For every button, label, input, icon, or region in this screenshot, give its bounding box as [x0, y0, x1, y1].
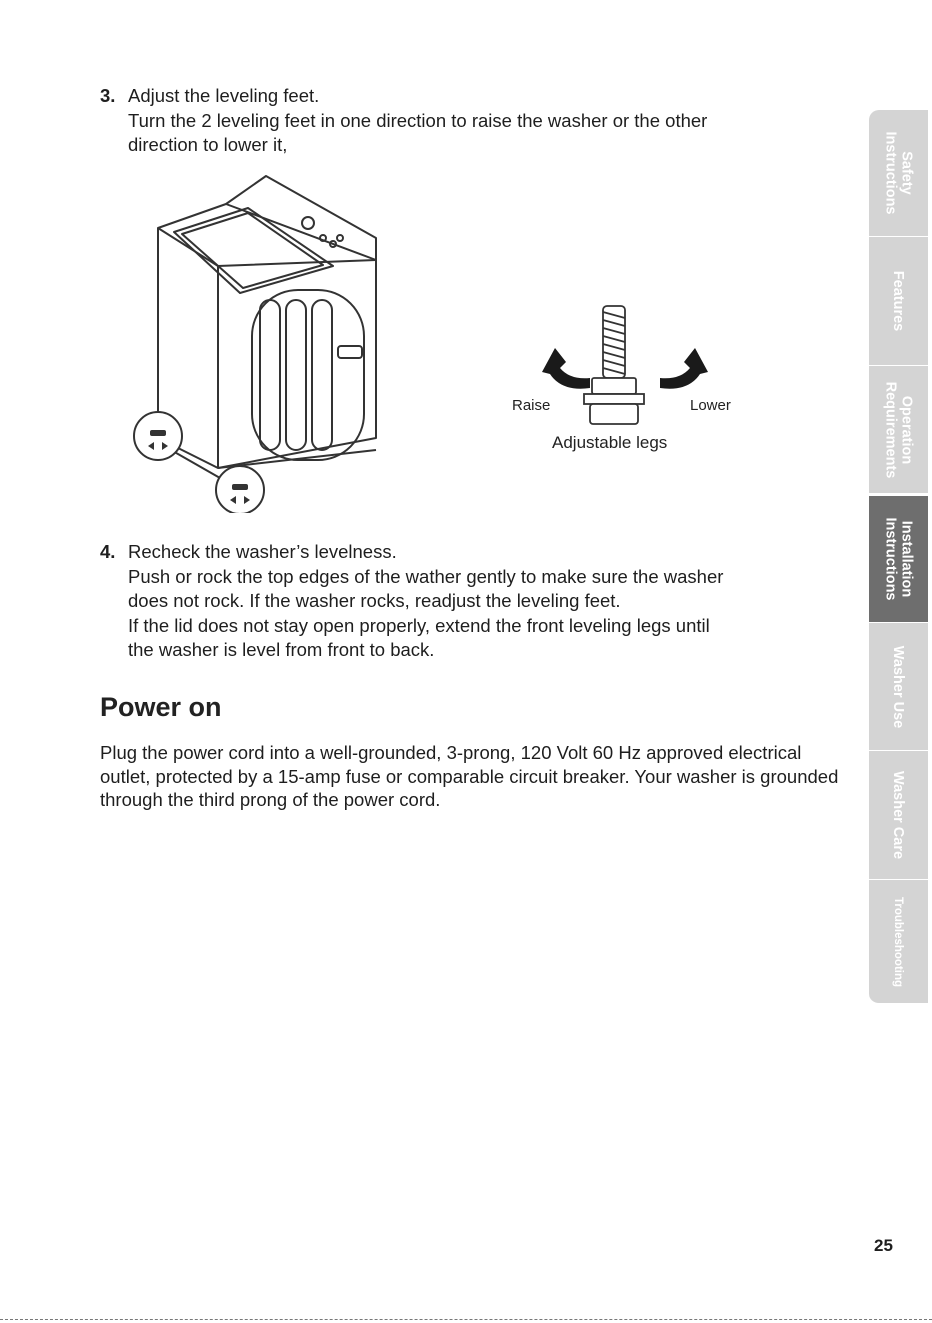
tab-label: Operation Requirements	[882, 381, 915, 478]
tab-features[interactable]	[869, 237, 928, 366]
lower-label: Lower	[690, 397, 731, 414]
section-heading: Power on	[100, 692, 222, 722]
page-number: 25	[874, 1236, 893, 1255]
tab-installation-instructions[interactable]	[869, 496, 928, 623]
tab-safety-instructions[interactable]	[869, 110, 928, 237]
section-paragraph: Plug the power cord into a well-grounded, 3-prong, 120 Volt 60 Hz approved electrical outlet, protected by a 15-amp fuse or comparable circuit breaker. Your washer is grounded through the third prong of the power cord.	[100, 742, 839, 810]
tab-washer-use[interactable]	[869, 623, 928, 751]
tab-operation-requirements[interactable]	[869, 366, 928, 494]
step-4	[100, 540, 723, 663]
tab-label: Washer Use	[890, 645, 907, 728]
tab-label: Features	[890, 270, 907, 332]
step-3	[100, 84, 707, 158]
step-text-line: does not rock. If the washer rocks, readjust the leveling feet.	[128, 590, 621, 611]
step-number: 3.	[100, 85, 116, 106]
step-number: 4.	[100, 541, 116, 562]
washer-illustration	[128, 168, 378, 513]
step-title: Adjust the leveling feet.	[128, 85, 320, 106]
figure-caption: Adjustable legs	[552, 433, 668, 452]
step-text-line: If the lid does not stay open properly, extend the front leveling legs until	[128, 614, 710, 636]
tab-label: Washer Care	[890, 770, 907, 860]
tab-label: Troubleshooting	[892, 896, 905, 987]
step-text-line: direction to lower it,	[128, 134, 288, 155]
tab-washer-care[interactable]	[869, 751, 928, 880]
step-text-line: the washer is level from front to back.	[128, 639, 435, 660]
tab-troubleshooting[interactable]	[869, 880, 928, 1004]
step-text-line: Turn the 2 leveling feet in one direction to raise the washer or the other	[128, 109, 708, 131]
adjustable-legs-diagram	[500, 290, 750, 460]
tab-label: Installation Instructions	[882, 517, 915, 601]
footer-rule	[0, 1319, 932, 1320]
raise-label: Raise	[512, 397, 551, 414]
step-text-line: Push or rock the top edges of the wather gently to make sure the washer	[128, 565, 724, 587]
tab-label: Safety Instructions	[882, 131, 915, 215]
step-title: Recheck the washer’s levelness.	[128, 541, 397, 562]
